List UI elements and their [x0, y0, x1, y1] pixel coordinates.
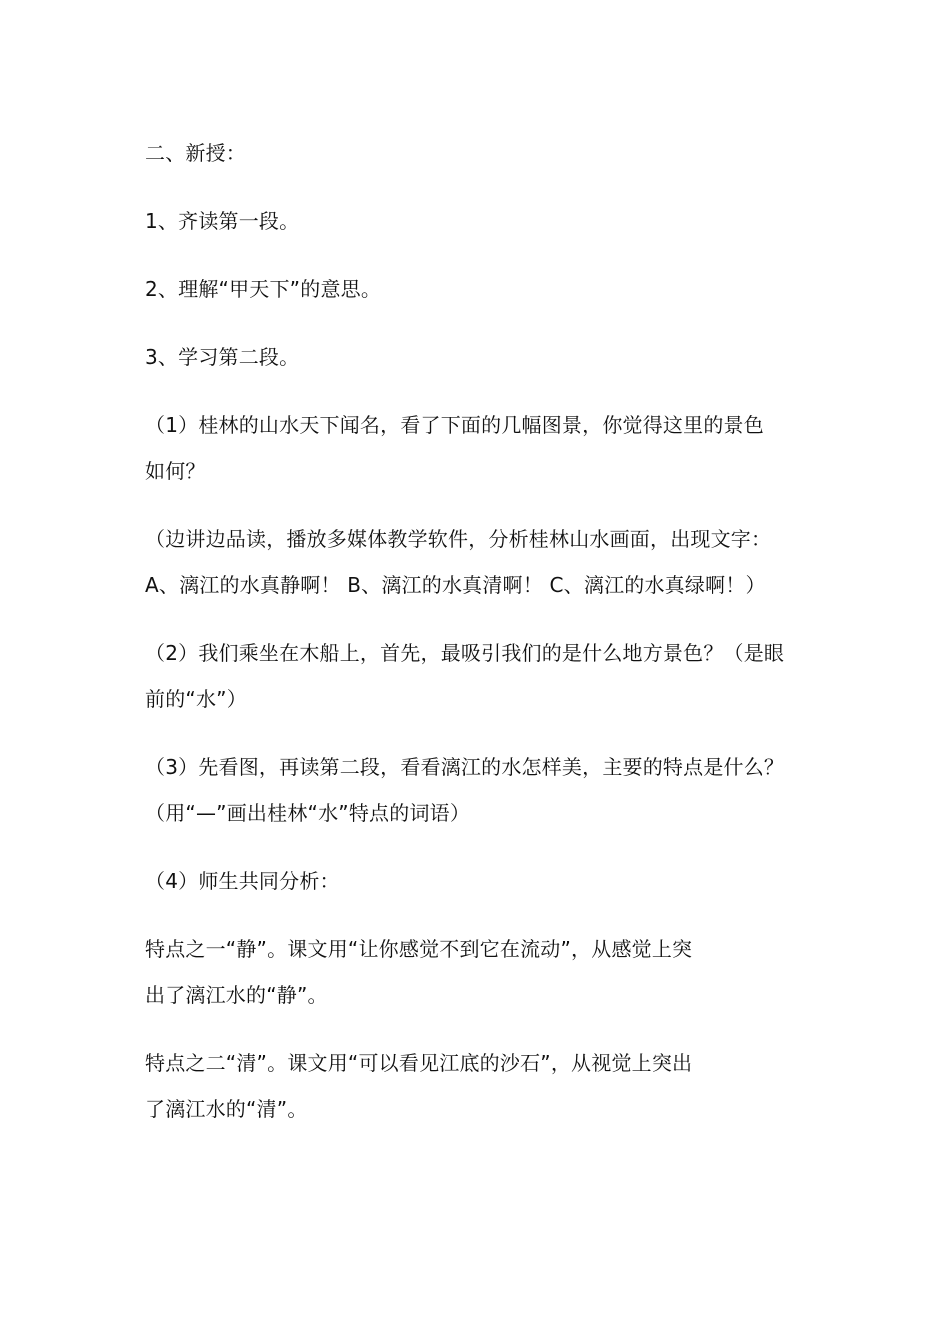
text-line: 特点之一“静”。课文用“让你感觉不到它在流动”，从感觉上突: [145, 937, 693, 961]
text-line: 出了漓江水的“静”。: [145, 983, 328, 1007]
text-line: 二、新授：: [145, 141, 246, 165]
question-4: [145, 858, 815, 904]
text-line: （边讲边品读，播放多媒体教学软件，分析桂林山水画面，出现文字：: [145, 527, 772, 551]
text-line: （2）我们乘坐在木船上，首先，最吸引我们的是什么地方景色？（是眼: [145, 641, 785, 665]
text-line: A、漓江的水真静啊！ B、漓江的水真清啊！ C、漓江的水真绿啊！）: [145, 573, 766, 597]
step-2: [145, 266, 815, 312]
text-line: 3、学习第二段。: [145, 345, 300, 369]
document-page: [145, 130, 815, 1154]
heading-new-lesson: [145, 130, 815, 176]
text-line: （4）师生共同分析：: [145, 869, 340, 893]
text-line: （1）桂林的山水天下闻名，看了下面的几幅图景，你觉得这里的景色: [145, 413, 764, 437]
text-line: （用“—”画出桂林“水”特点的词语）: [145, 801, 471, 825]
text-line: 前的“水”）: [145, 687, 247, 711]
text-line: 了漓江水的“清”。: [145, 1097, 308, 1121]
text-line: （3）先看图，再读第二段，看看漓江的水怎样美，主要的特点是什么？: [145, 755, 785, 779]
question-3: [145, 744, 815, 836]
text-line: 1、齐读第一段。: [145, 209, 300, 233]
text-line: 如何？: [145, 459, 206, 483]
feature-1: [145, 926, 815, 1018]
question-2: [145, 630, 815, 722]
question-1: [145, 402, 815, 494]
teaching-note: [145, 516, 815, 608]
step-3: [145, 334, 815, 380]
feature-2: [145, 1040, 815, 1132]
text-line: 2、理解“甲天下”的意思。: [145, 277, 382, 301]
text-line: 特点之二“清”。课文用“可以看见江底的沙石”，从视觉上突出: [145, 1051, 693, 1075]
step-1: [145, 198, 815, 244]
